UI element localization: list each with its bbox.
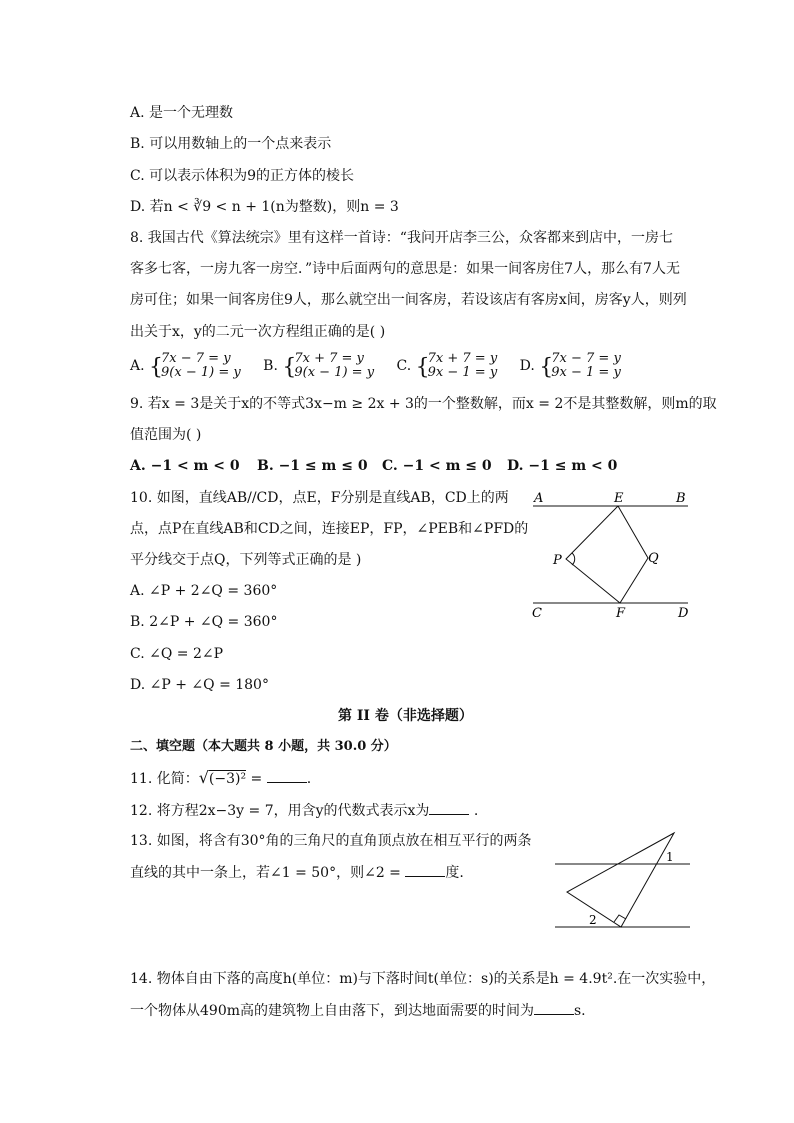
q8-text-line-2: 客多七客，一房九客一房空．”诗中后面两句的意思是：如果一间客房住7人，那么有7人无 <box>130 261 680 277</box>
part-2-title: 第 II 卷（非选择题） <box>338 708 473 724</box>
q14-line-2 <box>130 1000 586 1021</box>
q7-option-a: A. 是一个无理数 <box>130 105 234 121</box>
q14-unit: s. <box>574 1003 586 1019</box>
equation-row-1: 7x + 7 = y <box>427 351 498 366</box>
equation-row-2: 9(x − 1) = y <box>294 365 375 380</box>
q9-option-c: C. −1 < m ≤ 0 <box>382 458 492 474</box>
point-label-c: C <box>532 606 542 621</box>
q8-option-a <box>130 351 263 380</box>
q8-text-line-3: 房可住；如果一间客房住9人，那么就空出一间客房，若设该店有客房x间，房客y人，则列 <box>130 292 687 308</box>
q8-options <box>130 352 639 380</box>
angle-label-1: 1 <box>666 850 674 864</box>
point-label-f: F <box>616 606 626 621</box>
equation-row-1: 7x − 7 = y <box>161 351 231 366</box>
q11-radicand: (−3)² <box>208 771 247 787</box>
point-label-d: D <box>678 606 689 621</box>
q13-figure <box>550 830 695 935</box>
q12-period: . <box>473 803 479 819</box>
q7-option-d: D. 若n < ∛9 < n + 1(n为整数)，则n = 3 <box>130 199 399 215</box>
q10-text-line-2: 点，点P在直线AB和CD之间，连接EP，FP，∠PEB和∠PFD的 <box>130 521 529 537</box>
point-label-q: Q <box>648 551 659 566</box>
q14-text-line-1: 14. 物体自由下落的高度h(单位：m)与下落时间t(单位：s)的关系是h = 4.9t².在一次实验中， <box>130 971 716 987</box>
q10-option-a: A. ∠P + 2∠Q = 360° <box>130 583 278 599</box>
q13-line-2 <box>130 862 464 883</box>
q8-text-line-4: 出关于x，y的二元一次方程组正确的是( ) <box>130 324 386 340</box>
q11-period: . <box>306 771 312 787</box>
q11-prompt: 11. 化简： <box>130 771 199 787</box>
q12-prompt: 12. 将方程2x−3y = 7，用含y的代数式表示x为 <box>130 803 430 819</box>
q10-option-c: C. ∠Q = 2∠P <box>130 646 224 662</box>
q11-line <box>130 768 311 789</box>
q13-unit: 度. <box>445 865 464 881</box>
equation-row-2: 9x − 1 = y <box>551 365 621 380</box>
q8-option-d <box>519 351 639 380</box>
q13-answer-blank[interactable] <box>405 862 445 877</box>
q8-option-c <box>396 351 520 380</box>
q11-answer-blank[interactable] <box>267 768 307 783</box>
equation-system: { 7x + 7 = y 9x − 1 = y <box>415 351 498 380</box>
equation-system: { 7x − 7 = y 9x − 1 = y <box>539 351 621 380</box>
q8-option-b <box>263 351 396 380</box>
option-label: C. <box>396 358 412 374</box>
q14-answer-blank[interactable] <box>534 1000 574 1015</box>
q14-prompt: 一个物体从490m高的建筑物上自由落下，到达地面需要的时间为 <box>130 1003 534 1019</box>
equation-row-2: 9x − 1 = y <box>427 365 498 380</box>
q9-option-a: A. −1 < m < 0 <box>130 458 240 474</box>
angle-label-2: 2 <box>589 913 597 927</box>
q10-option-d: D. ∠P + ∠Q = 180° <box>130 677 269 693</box>
q7-option-c: C. 可以表示体积为9的正方体的棱长 <box>130 168 355 184</box>
q9-text-line-2: 值范围为( ) <box>130 427 202 443</box>
q12-line <box>130 800 478 821</box>
point-label-b: B <box>676 491 686 506</box>
q9-option-d: D. −1 ≤ m < 0 <box>507 458 618 474</box>
q11-equals: = <box>246 771 267 787</box>
q10-option-b: B. 2∠P + ∠Q = 360° <box>130 614 278 630</box>
q13-text-line-1: 13. 如图，将含有30°角的三角尺的直角顶点放在相互平行的两条 <box>130 833 532 849</box>
q12-answer-blank[interactable] <box>429 800 469 815</box>
q10-figure <box>528 486 698 626</box>
q8-text-line-1: 8. 我国古代《算法统宗》里有这样一首诗：“我问开店李三公，众客都来到店中，一房七 <box>130 230 673 246</box>
point-label-a: A <box>534 491 544 506</box>
option-label: B. <box>263 358 278 374</box>
equation-row-1: 7x + 7 = y <box>294 351 364 366</box>
option-label: D. <box>519 358 535 374</box>
equation-system: { 7x + 7 = y 9(x − 1) = y <box>282 351 375 380</box>
equation-system: { 7x − 7 = y 9(x − 1) = y <box>149 351 241 380</box>
q9-text-line-1: 9. 若x = 3是关于x的不等式3x−m ≥ 2x + 3的一个整数解，而x = 2不是其整数解，则m的取 <box>130 396 717 412</box>
q10-text-line-3: 平分线交于点Q，下列等式正确的是 ) <box>130 552 362 568</box>
option-label: A. <box>130 358 145 374</box>
point-label-p: P <box>553 553 562 568</box>
q10-text-line-1: 10. 如图，直线AB//CD，点E，F分别是直线AB，CD上的两 <box>130 490 509 506</box>
q9-option-b: B. −1 ≤ m ≤ 0 <box>257 458 368 474</box>
equation-row-2: 9(x − 1) = y <box>161 365 241 380</box>
sqrt-sign: √ <box>198 768 209 787</box>
q13-prompt: 直线的其中一条上，若∠1 = 50°，则∠2 = <box>130 865 406 881</box>
q7-option-b: B. 可以用数轴上的一个点来表示 <box>130 136 332 152</box>
equation-row-1: 7x − 7 = y <box>551 351 621 366</box>
point-label-e: E <box>614 491 624 506</box>
section-2-heading: 二、填空题（本大题共 8 小题，共 30.0 分） <box>130 739 397 754</box>
